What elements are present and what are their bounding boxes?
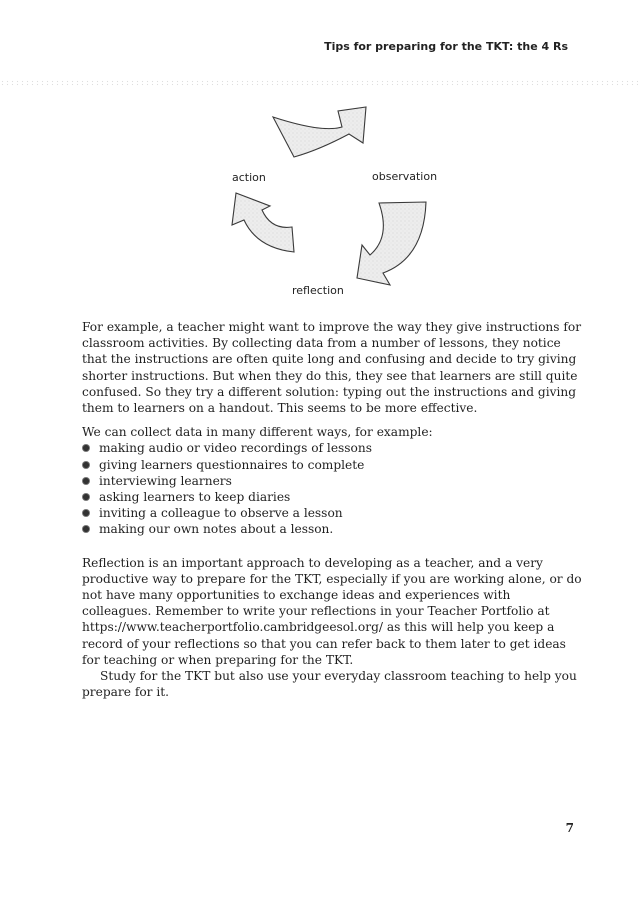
bullet-icon bbox=[83, 445, 89, 451]
bullet-icon bbox=[83, 462, 89, 468]
cycle-label-observation: observation bbox=[372, 170, 438, 183]
list-item-text: giving learners questionnaires to complete bbox=[99, 457, 365, 472]
cycle-arrow-action-to-observation bbox=[273, 107, 366, 157]
bullet-icon bbox=[83, 478, 89, 484]
cycle-arrow-observation-to-reflection bbox=[357, 202, 426, 285]
page-number: 7 bbox=[565, 821, 574, 835]
paragraph-reflection: Reflection is an important approach to developing as a teacher, and a very productive way to prepare for the TKT, especially if you are working alone, or do not have many opportunities to exchange ideas and experiences with colleagues. Remember to write your reflections in your Teacher Portfolio at https://www.teacherportfolio.cambridgeesol.org/ as this will help you keep a record of your reflections so that you can refer back to them later to get ideas for teaching or when preparing for the TKT. bbox=[82, 555, 582, 667]
paragraph-example: For example, a teacher might want to improve the way they give instructions for classroom activities. By collecting data from a number of lessons, they notice that the instructions are often quite long and confusing and decide to try giving shorter instructions. But when they do this, they see that learners are still quite confused. So they try a different solution: typing out the instructions and giving them to learners on a handout. This seems to be more effective. bbox=[82, 320, 582, 416]
list-item-text: making audio or video recordings of lessons bbox=[99, 441, 372, 456]
cycle-label-reflection: reflection bbox=[292, 284, 344, 297]
list-item-text: making our own notes about a lesson. bbox=[99, 522, 334, 537]
paragraph-study: Study for the TKT but also use your everyday classroom teaching to help you prepare for it. bbox=[82, 669, 577, 700]
list-item-text: inviting a colleague to observe a lesson bbox=[99, 506, 343, 521]
cycle-label-action: action bbox=[232, 171, 266, 184]
bullet-icon bbox=[83, 526, 89, 532]
list-item bbox=[82, 440, 582, 456]
list-item bbox=[82, 505, 582, 521]
list-item bbox=[82, 473, 582, 489]
bullet-icon bbox=[83, 510, 89, 516]
list-item bbox=[82, 457, 582, 473]
data-collection-list bbox=[82, 440, 582, 537]
body-text bbox=[82, 319, 582, 700]
list-item-text: asking learners to keep diaries bbox=[99, 490, 291, 505]
list-item-text: interviewing learners bbox=[99, 473, 232, 488]
reflective-cycle-diagram bbox=[0, 0, 638, 310]
list-item bbox=[82, 521, 582, 537]
list-item bbox=[82, 489, 582, 505]
bullet-icon bbox=[83, 494, 89, 500]
cycle-arrow-reflection-to-action bbox=[232, 193, 294, 252]
running-header: Tips for preparing for the TKT: the 4 Rs bbox=[324, 40, 568, 53]
list-intro: We can collect data in many different ways, for example: bbox=[82, 425, 433, 440]
